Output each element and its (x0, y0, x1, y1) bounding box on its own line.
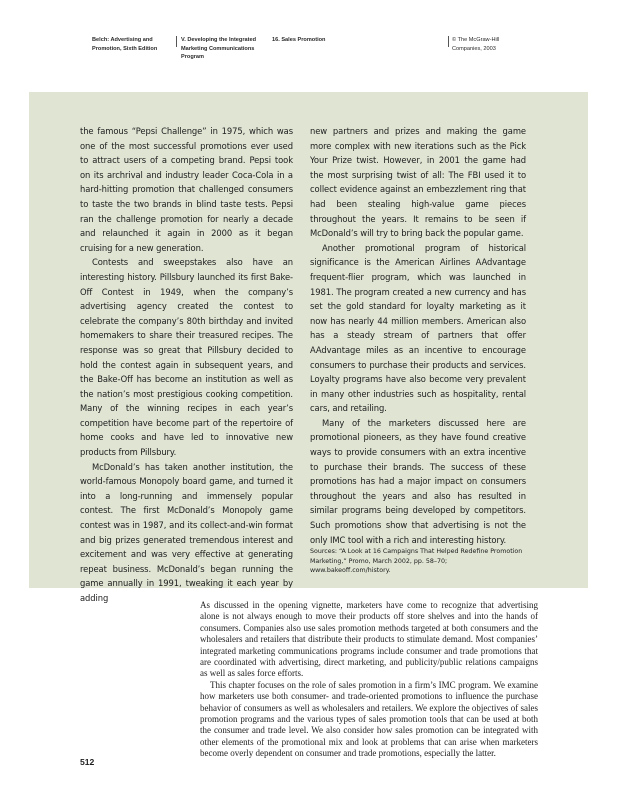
header-chapter: 16. Sales Promotion (272, 37, 326, 43)
feature-paragraph: the famous “Pepsi Challenge” in 1975, which was one of the most successful promotions ever used to attract users of a competing brand. Pepsi took on its archrival and industry leader Coca-Cola in a hard-hitting promotion that challenged consumers to taste the two brands in blind taste tests. Pepsi ran the challenge promotion for nearly a decade and relaunched it again in 2000 as it began cruising for a new generation. (80, 126, 293, 253)
header-copyright: © The McGraw-Hill Companies, 2003 (452, 37, 500, 52)
header-divider (176, 36, 177, 47)
feature-paragraph: McDonald’s has taken another institution, the world-famous Monopoly board game, and turned it into a long-running and immensely popular contest. The first McDonald’s Monopoly game contest was in 1987, and its collect-and-win format and big prizes generated tremendous interest and excitement and was very effective at generating repeat business. McDonald’s began running the game annually in 1991, tweaking it each year by adding (80, 461, 293, 603)
body-paragraph: As discussed in the opening vignette, marketers have come to recognize that advertising alone is not always enough to move their products off store shelves and into the hands of consumers. Companies also use sales promotion methods targeted at both consumers and the wholesalers and retailers that distribute their products to stimulate demand. Most companies’ integrated marketing communications programs include consumer and trade promotions that are coordinated with advertising, direct marketing, and publicity/public relations campaigns as well as sales force efforts. (200, 600, 538, 679)
feature-sources: Sources: “A Look at 16 Campaigns That Helped Redefine Promotion Marketing,” Promo, March 2002, pp. 58–70; www.bakeoff.com/history. (310, 548, 523, 575)
feature-paragraph: new partners and prizes and making the game more complex with new iterations such as the Pick Your Prize twist. However, in 2001 the game had the most surprising twist of all: The FBI used it to collect evidence against an embezzlement ring that had been stealing high-value game pieces throughout the years. It remains to be seen if McDonald’s will try to bring back the popular game. (310, 126, 526, 239)
feature-column-right (310, 124, 526, 576)
feature-paragraph: Contests and sweepstakes also have an interesting history. Pillsbury launched its first Bake-Off Contest in 1949, when the company’s advertising agency created the contest to celebrate the company’s 80th birthday and invited homemakers to share their treasured recipes. The response was so great that Pillsbury decided to hold the contest again in subsequent years, and the Bake-Off has become an institution as well as the nation’s most prestigious cooking competition. Many of the winning recipes in each year’s competition have become part of the repertoire of home cooks and have led to innovative new products from Pillsbury. (80, 257, 293, 458)
feature-column-left (80, 124, 293, 606)
header-book: Belch: Advertising and Promotion, Sixth Edition (92, 37, 158, 52)
chapter-body (200, 600, 538, 760)
body-paragraph: This chapter focuses on the role of sales promotion in a firm’s IMC program. We examine how marketers use both consumer- and trade-oriented promotions to influence the purchase behavior of consumers as well as wholesalers and retailers. We explore the objectives of sales promotion programs and the various types of sales promotion tools that can be used at both the consumer and trade level. We also consider how sales promotion can be integrated with other elements of the promotional mix and look at problems that can arise when marketers become overly dependent on consumer and trade promotions, especially the latter. (200, 679, 538, 759)
header-part: V. Developing the Integrated Marketing Communications Program (181, 37, 257, 61)
header-divider (448, 36, 449, 47)
page-number: 512 (80, 757, 95, 767)
feature-paragraph: Many of the marketers discussed here are promotional pioneers, as they have found creative ways to provide consumers with an extra incentive to purchase their brands. The success of these promotions has had a major impact on consumers throughout the years and also has resulted in similar programs being developed by competitors. Such promotions show that advertising is not the only IMC tool with a rich and interesting history. (310, 417, 526, 545)
feature-paragraph: Another promotional program of historical significance is the American Airlines AAdvantage frequent-flier program, which was launched in 1981. The program created a new currency and has set the gold standard for loyalty marketing as it now has nearly 44 million members. American also has a steady stream of partners that offer AAdvantage miles as an incentive to encourage consumers to purchase their products and services. Loyalty programs have also become very prevalent in many other industries such as hospitality, rental cars, and retailing. (310, 242, 526, 414)
